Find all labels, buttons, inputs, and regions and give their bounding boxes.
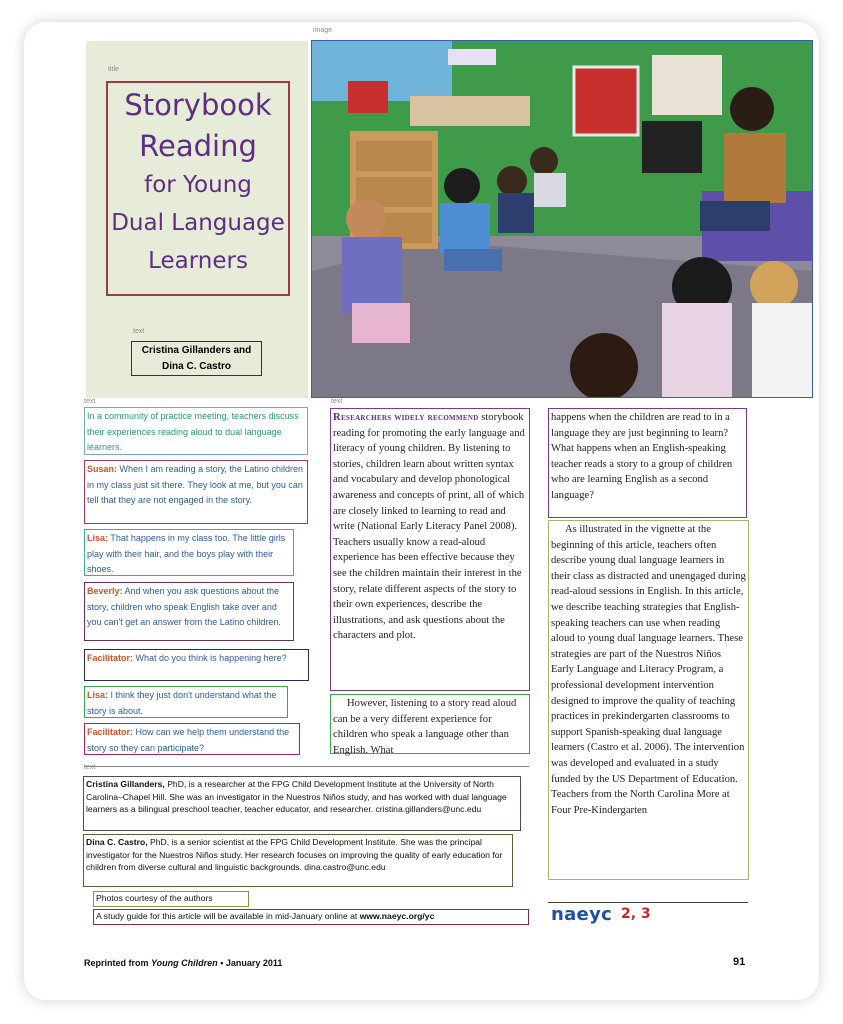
region-label-text: text bbox=[133, 328, 145, 335]
divider bbox=[84, 766, 529, 767]
body-paragraph bbox=[330, 408, 530, 691]
vignette-turn bbox=[84, 723, 300, 755]
speaker-text: And when you ask questions about the story, children who speak English take over and you can't get an answer from the Latino children. bbox=[87, 586, 281, 627]
footer-prefix: Reprinted from bbox=[84, 958, 152, 968]
author-line: Cristina Gillanders and bbox=[141, 345, 252, 356]
speaker-text: How can we help them understand the story so they can participate? bbox=[87, 727, 290, 753]
speaker-text: When I am reading a story, the Latino children in my class just sit there. They look at me, but you can tell that they are not engaged in the story. bbox=[87, 464, 303, 505]
region-label-text: text bbox=[331, 398, 343, 405]
author-byline bbox=[131, 341, 262, 376]
vignette-turn bbox=[84, 649, 309, 681]
region-label-text: text bbox=[84, 764, 96, 771]
bio-text: PhD, is a researcher at the FPG Child Development Institute at the University of North Carolina–Chapel Hill. She was an investigator in the Nuestros Niños study, and has worked with dual language learners as a bilingual preschool teacher, teacher educator, and researcher. cristina.gillanders@unc.edu bbox=[86, 779, 507, 814]
title-line: Learners bbox=[148, 248, 248, 274]
bio-name: Dina C. Castro, bbox=[86, 837, 148, 847]
study-guide-note bbox=[93, 909, 529, 925]
region-label-text: text bbox=[84, 398, 96, 405]
region-label-title: title bbox=[108, 66, 119, 73]
title-line: Reading bbox=[139, 129, 257, 163]
classroom-photo bbox=[311, 40, 813, 398]
speaker-label: Beverly: bbox=[87, 586, 123, 596]
vignette-turn bbox=[84, 529, 294, 576]
speaker-label: Facilitator: bbox=[87, 653, 134, 663]
region-label-image: image bbox=[313, 27, 333, 34]
speaker-text: What do you think is happening here? bbox=[135, 653, 287, 663]
photo-credit: Photos courtesy of the authors bbox=[93, 891, 249, 907]
naeyc-standard-codes: 2, 3 bbox=[621, 906, 651, 922]
title-line: for Young bbox=[144, 172, 252, 198]
speaker-label: Lisa: bbox=[87, 533, 109, 543]
bio-text: PhD, is a senior scientist at the FPG Child Development Institute. She was the principal investigator for the Nuestros Niños study. Her research focuses on improving the quality of early education for children from diverse cultural and linguistic backgrounds. dina.castro@unc.edu bbox=[86, 837, 503, 872]
footer-journal: Young Children bbox=[151, 958, 218, 968]
vignette-turn bbox=[84, 582, 294, 641]
footer-date: • January 2011 bbox=[217, 958, 283, 968]
author-line: Dina C. Castro bbox=[162, 361, 231, 372]
author-bio bbox=[83, 834, 513, 887]
speaker-label: Susan: bbox=[87, 464, 118, 474]
classroom-photo-illustration bbox=[312, 41, 813, 398]
speaker-text: I think they just don't understand what the story is about. bbox=[87, 690, 277, 716]
vignette-turn bbox=[84, 686, 288, 718]
vignette-turn bbox=[84, 460, 308, 524]
body-paragraph: However, listening to a story read aloud can be a very different experience for children who speak a language other than English. What bbox=[330, 694, 530, 754]
body-paragraph: As illustrated in the vignette at the beginning of this article, teachers often describe young dual language learners in their class as distracted and unengaged during read-aloud sessions in English. In this article, we describe teaching strategies that English-speaking teachers can use when reading aloud to young dual language learners. These strategies are part of the Nuestros Niños Early Language and Literacy Program, a professional development intervention designed to improve the quality of teaching practices in prekindergarten classrooms to support Spanish-speaking dual language learners (Castro et al. 2006). The intervention was developed and evaluated in a study funded by the US Department of Education. Teachers from the North Carolina More at Four Pre-Kindergarten bbox=[548, 520, 749, 880]
lead-in: Researchers widely recommend bbox=[333, 412, 479, 423]
divider bbox=[548, 902, 748, 903]
study-guide-link[interactable]: www.naeyc.org/yc bbox=[359, 911, 435, 921]
speaker-label: Facilitator: bbox=[87, 727, 134, 737]
title-line: Storybook bbox=[124, 88, 272, 122]
article-title bbox=[106, 81, 290, 296]
bio-name: Cristina Gillanders, bbox=[86, 779, 165, 789]
naeyc-logo: naeyc bbox=[551, 904, 613, 925]
title-line: Dual Language bbox=[111, 210, 285, 236]
footer-citation bbox=[84, 958, 282, 968]
body-text: storybook reading for promoting the early language and literacy of young children. By listening to stories, children learn about written syntax and vocabulary and develop phonological awareness and concepts of print, all of which are closely linked to learning to read and write (National Early Literacy Panel 2008). Teachers usually know a read-aloud experience has been effective because they see the children maintain their interest in the story, relate different aspects of the story to their own experiences, describe the illustrations, and ask questions about the characters and plot. bbox=[333, 412, 525, 642]
vignette-intro: In a community of practice meeting, teachers discuss their experiences reading aloud to dual language learners. bbox=[84, 407, 308, 455]
study-guide-text: A study guide for this article will be available in mid-January online at bbox=[96, 911, 360, 921]
speaker-text: That happens in my class too. The little girls play with their hair, and the boys play with their shoes. bbox=[87, 533, 286, 574]
speaker-label: Lisa: bbox=[87, 690, 109, 700]
body-paragraph: happens when the children are read to in a language they are just beginning to learn? What happens when an English-speaking teacher reads a story to a group of children who are learning English as a second language? bbox=[548, 408, 747, 518]
author-bio bbox=[83, 776, 521, 831]
page-number: 91 bbox=[733, 956, 746, 968]
